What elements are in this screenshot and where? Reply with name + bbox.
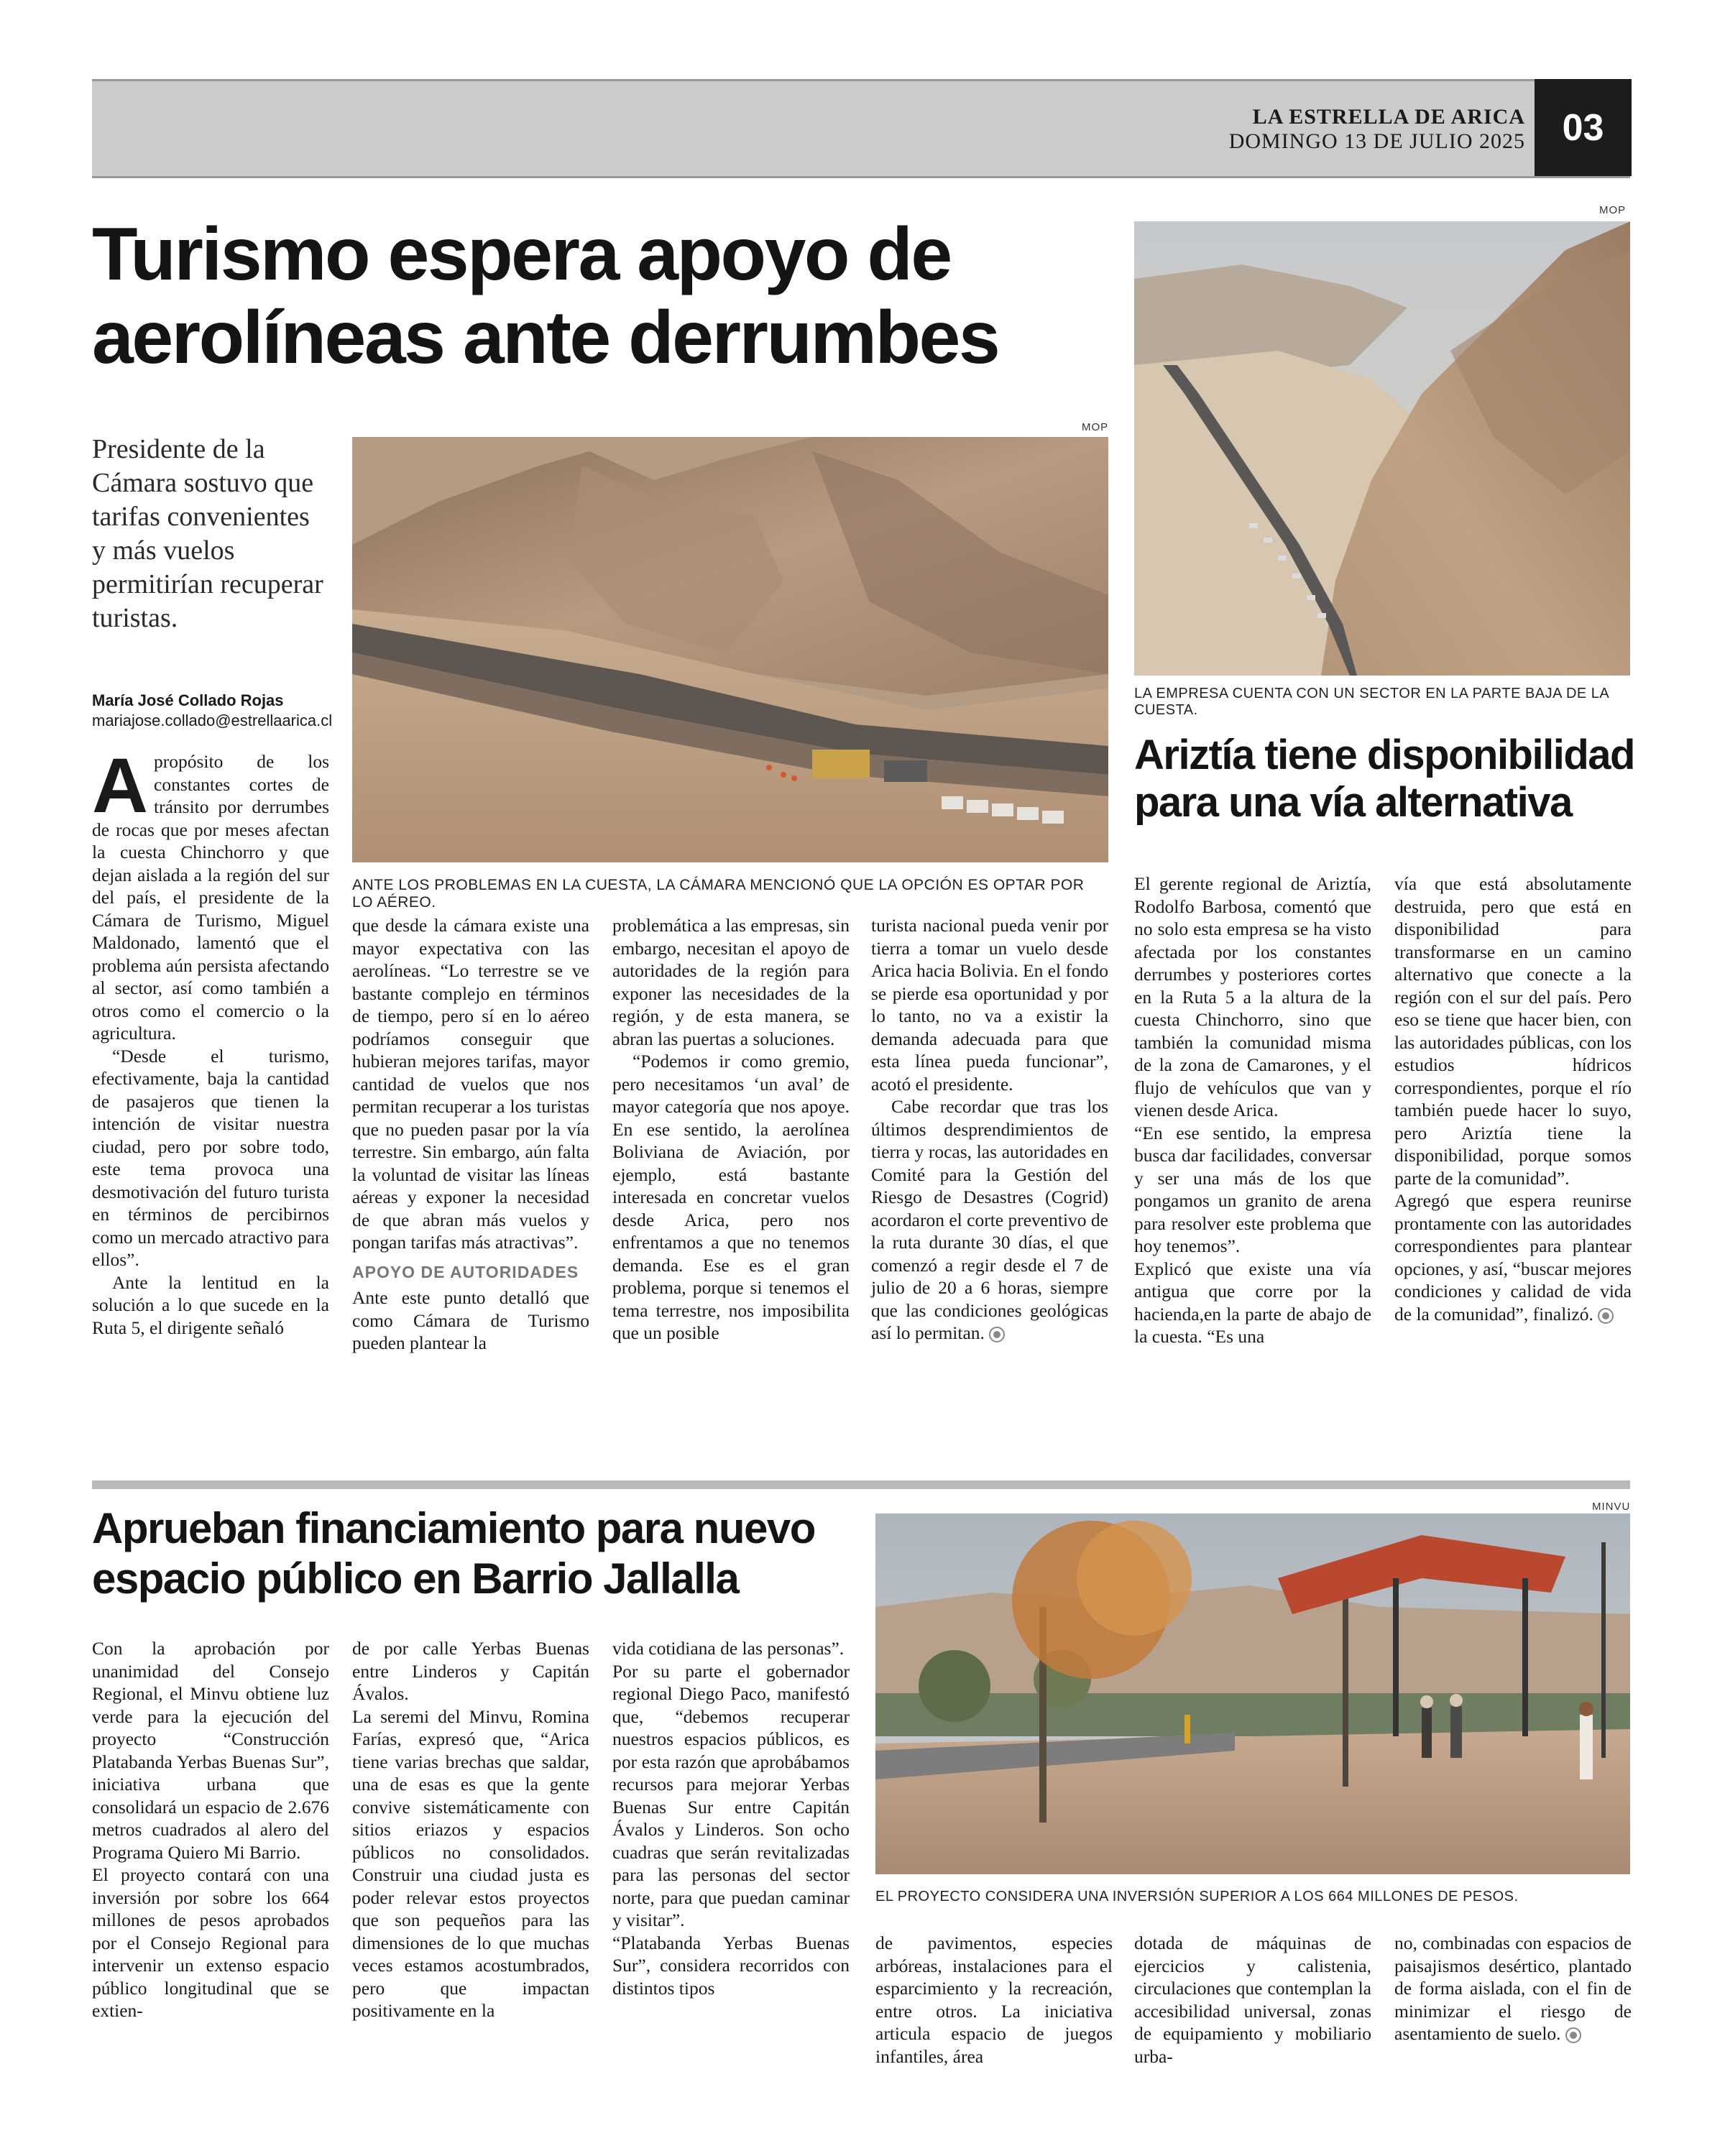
- main-col-1-para-1: Apropósito de los constantes cortes de tránsito por derrumbes de rocas que por meses afectan la cuesta Chinchorro y que dejan aislada a la región del sur del país, el presidente de la Cámara de Turismo, Miguel Maldonado, lamentó que el problema aún persista afectando al sector, así como también a otros como el comercio o la agricultura.: [92, 742, 329, 1044]
- side-col-1-para-3: Explicó que existe una vía antigua que corre por la hacienda,en la parte de abajo de la cuesta. “Es una: [1134, 1258, 1371, 1347]
- bottom-col-4: [875, 1932, 1113, 2068]
- end-mark-icon: [1598, 1308, 1614, 1324]
- side-col-2: [1394, 872, 1632, 1325]
- main-col-3-para-2: “Podemos ir como gremio, pero necesitamos ‘un aval’ de mayor categoría que nos apoye. En ese sentido, la aerolínea Boliviana de Aviación, por ejemplo, está bastante interesada en concretar vuelos desde Arica, pero nos enfrentamos a que no tenemos demanda. Ese es el gran problema, porque si tenemos el tema terrestre, nos imposibilita que un posible: [612, 1051, 850, 1343]
- main-col-2-para-1: que desde la cámara existe una mayor expectativa con las aerolíneas. “Lo terrestre se ve bastante complejo en términos de tiempo, pero sí en lo aéreo podríamos conseguir que hubieran mejores tarifas, mayor cantidad de vuelos que nos permitan recuperar a los turistas que no pueden pasar por la vía terrestre. Sin embargo, aún falta la voluntad de visitar las líneas aéreas y exponer la necesidad de que abran más vuelos y pongan tarifas más atractivas”.: [352, 915, 589, 1253]
- main-col-1-para-2: “Desde el turismo, efectivamente, baja la cantidad de pasajeros que tienen la intención de visitar nuestra ciudad, pero por sobre todo, este tema provoca una desmotivación del futuro turista en términos de percibirnos como un mercado atractivo para ellos”.: [92, 1045, 329, 1270]
- main-col-2-para-2: Ante este punto detalló que como Cámara de Turismo pueden plantear la: [352, 1287, 589, 1353]
- main-col-3: [612, 914, 850, 1345]
- main-photo-credit: MOP: [1082, 421, 1109, 433]
- main-col-1: [92, 742, 329, 1339]
- bottom-col-1: [92, 1637, 329, 2022]
- bottom-col-3-para-3: “Platabanda Yerbas Buenas Sur”, considera recorridos con distintos tipos: [612, 1932, 850, 1999]
- main-col-2: [352, 914, 589, 1355]
- end-mark-icon: [1565, 2027, 1581, 2043]
- side-headline: Ariztía tiene disponibilidad para una vía alternativa: [1134, 732, 1634, 826]
- bottom-col-5: [1134, 1932, 1371, 2068]
- side-col-1-para-1: El gerente regional de Ariztía, Rodolfo Barbosa, comentó que no solo esta empresa se ha visto afectada por los constantes derrumbes y posteriores cortes en la Ruta 5 a la altura de la cuesta Chinchorro, sino que también la comunidad misma de la zona de Camarones, y el flujo de vehículos que van y vienen desde Arica.: [1134, 873, 1371, 1120]
- main-headline: Turismo espera apoyo de aerolíneas ante derrumbes: [92, 213, 999, 379]
- bottom-photo: [875, 1514, 1630, 1874]
- side-photo: [1134, 221, 1630, 676]
- bottom-col-2-para-1: de por calle Yerbas Buenas entre Linderos y Capitán Ávalos.: [352, 1638, 589, 1704]
- main-col-3-para-1: problemática a las empresas, sin embargo, necesitan el apoyo de autoridades de la región para exponer las necesidades de la región, y de esta manera, se abran las puertas a soluciones.: [612, 915, 850, 1049]
- bottom-col-3-para-1: vida cotidiana de las personas”.: [612, 1638, 845, 1659]
- article-deck: Presidente de la Cámara sostuvo que tarifas convenientes y más vuelos permitirían recuperar turistas.: [92, 434, 323, 633]
- bottom-col-3-para-2: Por su parte el gobernador regional Diego Paco, manifestó que, “debemos recuperar nuestros espacios públicos, es por esta razón que aprobábamos recursos para mejorar Yerbas Buenas Sur entre Capitán Ávalos y Linderos. Son ocho cuadras que serán revitalizadas para las personas del sector norte, para que puedan caminar y visitar”.: [612, 1660, 850, 1930]
- end-mark-icon: [989, 1327, 1005, 1342]
- bottom-col-1-para-2: El proyecto contará con una inversión por sobre los 664 millones de pesos aprobados por el Consejo Regional para intervenir un extenso espacio público longitudinal que se extien-: [92, 1864, 329, 2021]
- side-photo-caption: LA EMPRESA CUENTA CON UN SECTOR EN LA PARTE BAJA DE LA CUESTA.: [1134, 686, 1609, 718]
- main-col-4-para-1: turista nacional pueda venir por tierra a tomar un vuelo desde Arica hacia Bolivia. En el fondo se pierde esa oportunidad y por lo tanto, no va a existir la demanda adecuada para que esta línea pueda funcionar”, acotó el presidente.: [871, 915, 1108, 1095]
- byline-email: mariajose.collado@estrellaarica.cl: [92, 711, 333, 729]
- side-photo-credit: MOP: [1599, 204, 1627, 216]
- bottom-col-2: [352, 1637, 589, 2022]
- bottom-col-6: [1394, 1932, 1632, 2045]
- bottom-col-4-para-1: de pavimentos, especies arbóreas, instalaciones para el esparcimiento y la recreación, entre otros. La iniciativa articula espacio de juegos infantiles, área: [875, 1932, 1113, 2067]
- subhead-apoyo: APOYO DE AUTORIDADES: [352, 1262, 579, 1281]
- side-col-1: [1134, 872, 1371, 1348]
- bottom-photo-caption: EL PROYECTO CONSIDERA UNA INVERSIÓN SUPERIOR A LOS 664 MILLONES DE PESOS.: [875, 1889, 1519, 1904]
- bottom-col-2-para-2: La seremi del Minvu, Romina Farías, expresó que, “Arica tiene varias brechas que saldar, una de esas es que la gente convive sistemáticamente con sitios eriazos y espacios públicos no consolidados. Construir una ciudad justa es poder relevar estos proyectos que son pequeños para las dimensiones de lo que muchas veces estamos acostumbrados, pero que impactan positivamente en la: [352, 1705, 589, 2021]
- section-divider: [92, 1480, 1630, 1489]
- paper-name: LA ESTRELLA DE ARICA: [1252, 105, 1525, 129]
- bottom-photo-credit: MINVU: [1592, 1501, 1631, 1513]
- bottom-col-6-para-1: no, combinadas con espacios de paisajismos desértico, plantado de forma aislada, con el fin de minimizar el riesgo de asentamiento de suelo.: [1394, 1932, 1632, 2044]
- paper-date: DOMINGO 13 DE JULIO 2025: [1228, 129, 1525, 153]
- main-photo-caption: ANTE LOS PROBLEMAS EN LA CUESTA, LA CÁMARA MENCIONÓ QUE LA OPCIÓN ES OPTAR POR LO AÉREO.: [352, 877, 1085, 911]
- page-number: 03: [1535, 79, 1632, 176]
- side-col-2-para-2: Agregó que espera reunirse prontamente con las autoridades correspondientes para plantear opciones, y así, “buscar mejores condiciones y calidad de vida de la comunidad”, finalizó.: [1394, 1190, 1632, 1325]
- bottom-headline: Aprueban financiamiento para nuevo espacio público en Barrio Jallalla: [92, 1504, 815, 1603]
- main-col-4-para-2: Cabe recordar que tras los últimos desprendimientos de tierra y rocas, las autoridades en Comité para la Gestión del Riesgo de Desastres (Cogrid) acordaron el corte preventivo de la ruta durante 30 días, el que comenzó a regir desde el 7 de julio de 20 a 6 horas, siempre que las condiciones geológicas así lo permitan.: [871, 1096, 1108, 1343]
- bottom-col-5-para-1: dotada de máquinas de ejercicios y calistenia, circulaciones que contemplan la accesibilidad universal, zonas de equipamiento y mobiliario urba-: [1134, 1932, 1371, 2067]
- bottom-col-1-para-1: Con la aprobación por unanimidad del Consejo Regional, el Minvu obtiene luz verde para la ejecución del proyecto “Construcción Platabanda Yerbas Buenas Sur”, iniciativa urbana que consolidará un espacio de 2.676 metros cuadrados al alero del Programa Quiero Mi Barrio.: [92, 1638, 329, 1863]
- side-col-2-para-1: vía que está absolutamente destruida, pero que está en disponibilidad para transformarse en un camino alternativo que conecte a la región con el sur del país. Pero eso se tiene que hacer bien, con las autoridades públicas, con los estudios hídricos correspondientes, porque el río también puede hacer lo suyo, pero Ariztía tiene la disponibilidad, porque somos parte de la comunidad”.: [1394, 873, 1632, 1189]
- drop-cap: A: [92, 742, 148, 829]
- main-col-4: [871, 914, 1108, 1345]
- side-col-1-para-2: “En ese sentido, la empresa busca dar facilidades, conversar y ser una más de los que pongamos un granito de arena para resolver este problema que hoy tenemos”.: [1134, 1122, 1371, 1256]
- main-photo: [352, 437, 1108, 862]
- bottom-col-3: [612, 1637, 850, 1999]
- byline-author: María José Collado Rojas: [92, 691, 284, 709]
- main-col-1-para-3: Ante la lentitud en la solución a lo que sucede en la Ruta 5, el dirigente señaló: [92, 1271, 329, 1338]
